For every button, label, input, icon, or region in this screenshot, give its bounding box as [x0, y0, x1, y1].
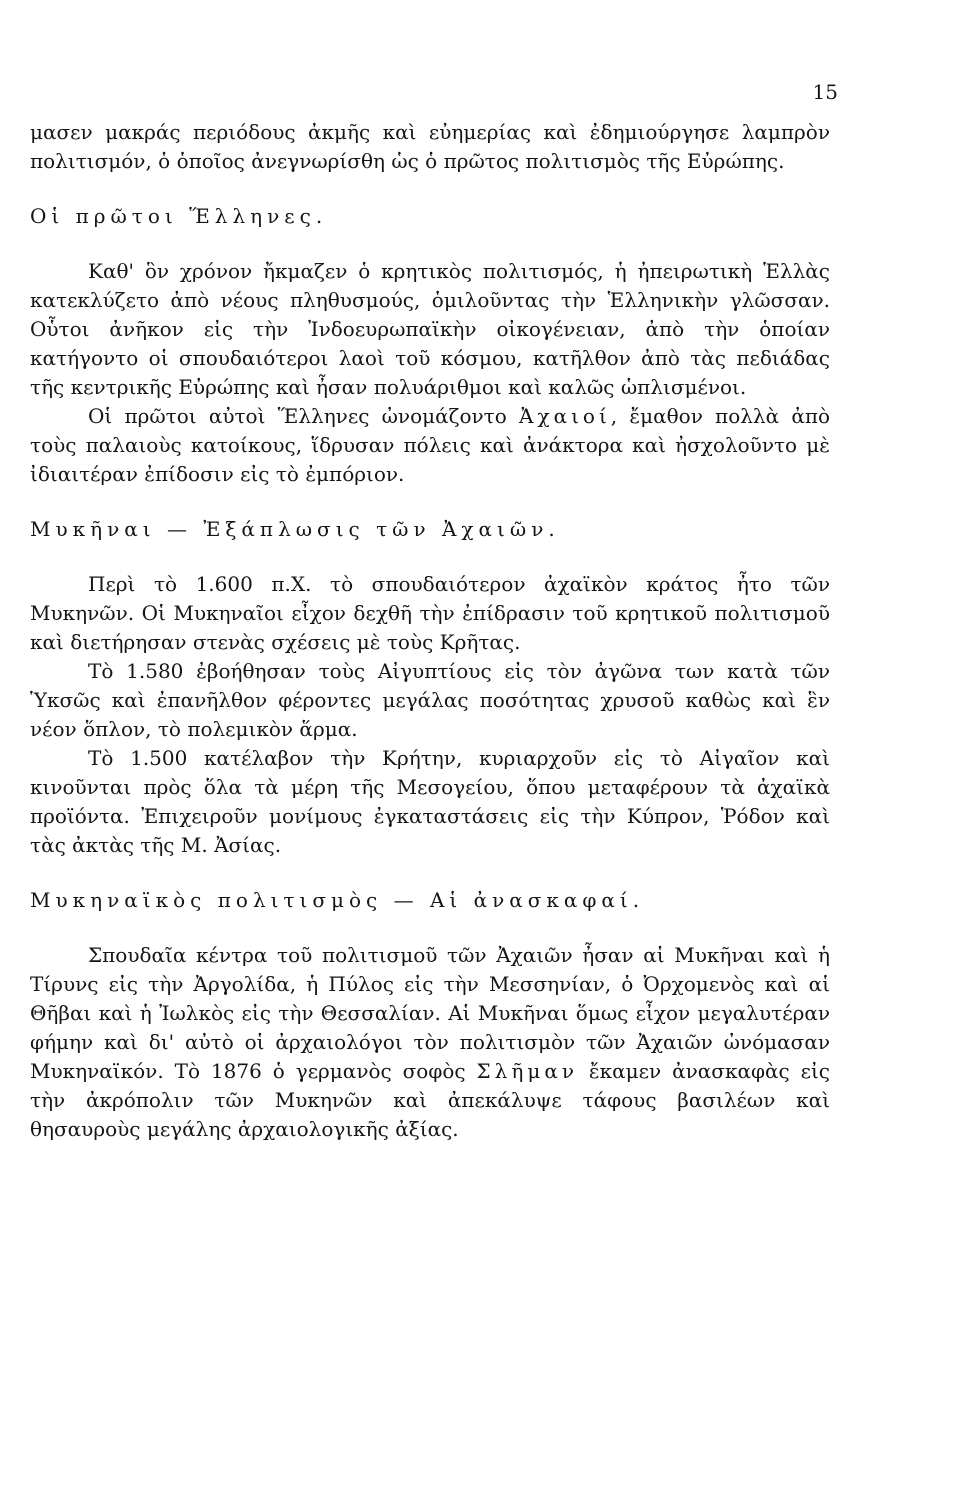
term-achaeans: Ἀχαιοί	[519, 404, 611, 428]
paragraph-indo-europeans: Καθ' ὃν χρόνον ἤκμαζεν ὁ κρητικὸς πολιτισμός, ἡ ἠπειρωτικὴ Ἑλλὰς κατεκλύζετο ἀπὸ νέους πληθυσμούς, ὁμιλοῦντας τὴν Ἑλληνικὴν γλῶσσαν. Οὗτοι ἀνῆκον εἰς τὴν Ἰνδοευρωπαϊκὴν οἰκογένειαν, ἀπὸ τὴν ὁποίαν κατήγοντο οἱ σπουδαιότεροι λαοὶ τοῦ κόσμου, κατῆλθον ἀπὸ τὰς πεδιάδας τῆς κεντρικῆς Εὐρώπης καὶ ἦσαν πολυάριθμοι καὶ καλῶς ὡπλισμένοι.	[30, 259, 830, 399]
paragraph-achaeans-text-1: Οἱ πρῶτοι αὐτοὶ Ἕλληνες ὠνομάζοντο	[88, 404, 519, 428]
section-heading-first-greeks: Οἱ πρῶτοι Ἕλληνες.	[30, 204, 328, 228]
paragraph-achaeans	[30, 402, 830, 489]
paragraph-continuation: μασεν μακράς περιόδους ἀκμῆς καὶ εὐημερίας καὶ ἐδημιούργησε λαμπρὸν πολιτισμόν, ὁ ὁποῖος ἀνεγνωρίσθη ὡς ὁ πρῶτος πολιτισμὸς τῆς Εὐρώπης.	[30, 120, 830, 173]
section-heading-mycenae: Μυκῆναι — Ἐξάπλωσις τῶν Ἀχαιῶν.	[30, 517, 560, 541]
paragraph-excavations	[30, 941, 830, 1144]
page-number: 15	[812, 80, 838, 104]
paragraph-expansion: Τὸ 1.500 κατέλαβον τὴν Κρήτην, κυριαρχοῦν εἰς τὸ Αἰγαῖον καὶ κινοῦνται πρὸς ὅλα τὰ μέρη τῆς Μεσογείου, ὅπου μεταφέρουν τὰ ἀχαϊκὰ προϊόντα. Ἐπιχειροῦν μονίμους ἐγκαταστάσεις εἰς τὴν Κύπρον, Ῥόδον καὶ τὰς ἀκτὰς τῆς Μ. Ἀσίας.	[30, 746, 830, 857]
page-body	[30, 118, 830, 1144]
section-heading-excavations: Μυκηναϊκὸς πολιτισμὸς — Αἱ ἀνασκαφαί.	[30, 888, 645, 912]
paragraph-excavations-text-2: ἔκαμεν ἀνασκαφὰς εἰς τὴν ἀκρόπολιν τῶν Μυκηνῶν καὶ ἀπεκάλυψε τάφους βασιλέων καὶ θησαυροὺς μεγάλης ἀρχαιολογικῆς ἀξίας.	[30, 1059, 831, 1141]
paragraph-achaeans-text-2: , ἔμαθον πολλὰ ἀπὸ τοὺς παλαιοὺς κατοίκους, ἵδρυσαν πόλεις καὶ ἀνάκτορα καὶ ἠσχολοῦντο μὲ ἰδιαιτέραν ἐπίδοσιν εἰς τὸ ἐμπόριον.	[30, 404, 831, 486]
name-schliemann: Σλῆμαν	[476, 1059, 578, 1083]
paragraph-mycenaean-state: Περὶ τὸ 1.600 π.Χ. τὸ σπουδαιότερον ἀχαϊκὸν κράτος ἦτο τῶν Μυκηνῶν. Οἱ Μυκηναῖοι εἶχον δεχθῆ τὴν ἐπίδρασιν τοῦ κρητικοῦ πολιτισμοῦ καὶ διετήρησαν στενὰς σχέσεις μὲ τοὺς Κρῆτας.	[30, 572, 830, 654]
paragraph-egypt-alliance: Τὸ 1.580 ἐβοήθησαν τοὺς Αἰγυπτίους εἰς τὸν ἀγῶνα των κατὰ τῶν Ὑκσῶς καὶ ἐπανῆλθον φέροντες μεγάλας ποσότητας χρυσοῦ καθὼς καὶ ἓν νέον ὅπλον, τὸ πολεμικὸν ἅρμα.	[30, 659, 830, 741]
paragraph-excavations-text-1: Σπουδαῖα κέντρα τοῦ πολιτισμοῦ τῶν Ἀχαιῶν ἦσαν αἱ Μυκῆναι καὶ ἡ Τίρυνς εἰς τὴν Ἀργολίδα, ἡ Πύλος εἰς τὴν Μεσσηνίαν, ὁ Ὀρχομενὸς καὶ αἱ Θῆβαι καὶ ἡ Ἰωλκὸς εἰς τὴν Θεσσαλίαν. Αἱ Μυκῆναι ὅμως εἶχον μεγαλυτέραν φήμην καὶ δι' αὐτὸ οἱ ἀρχαιολόγοι τὸν πολιτισμὸν τῶν Ἀχαιῶν ὠνόμασαν Μυκηναϊκόν. Τὸ 1876 ὁ γερμανὸς σοφὸς	[30, 943, 830, 1083]
